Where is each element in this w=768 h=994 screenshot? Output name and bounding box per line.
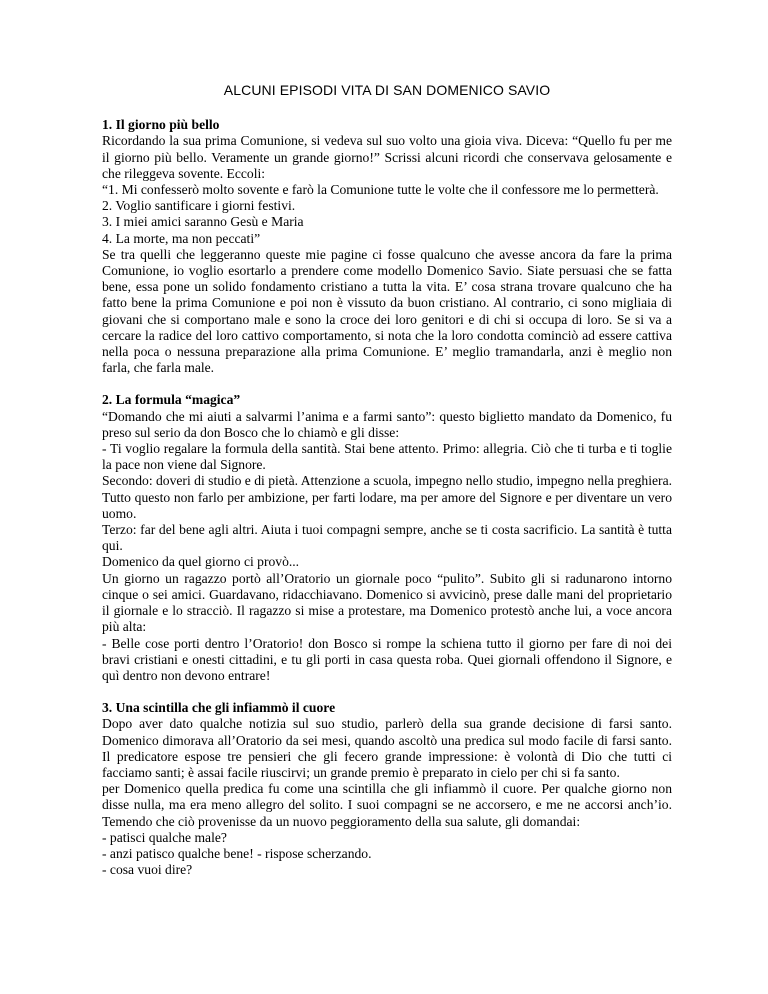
paragraph: Ricordando la sua prima Comunione, si vedeva sul suo volto una gioia viva. Diceva: “Quello fu per me il giorno più bello. Veramente un grande giorno!” Scrissi alcuni ricordi che conservava gelosamente e che rileggeva sovente. Eccoli: — [102, 133, 672, 181]
paragraph: per Domenico quella predica fu come una scintilla che gli infiammò il cuore. Per qualche giorno non disse nulla, ma era meno allegro del solito. I suoi compagni se ne accorsero, e me ne accorsi anch’io. Temendo che ciò provenisse da un nuovo peggioramento della sua salute, gli domandai: — [102, 781, 672, 829]
paragraph: 2. Voglio santificare i giorni festivi. — [102, 198, 296, 214]
paragraph: 4. La morte, ma non peccati” — [102, 230, 261, 246]
section-heading: 1. Il giorno più bello — [102, 117, 220, 133]
paragraph: “Domando che mi aiuti a salvarmi l’anima e a farmi santo”: questo biglietto mandato da Domenico, fu preso sul serio da don Bosco che lo chiamò e gli disse: — [102, 408, 672, 440]
section-1 — [102, 117, 672, 376]
paragraph: Un giorno un ragazzo portò all’Oratorio un giornale poco “pulito”. Subito gli si radunarono intorno cinque o sei amici. Guardavano, ridacchiavano. Domenico si avvicinò, prese dalle mani del proprietario il giornale e lo stracciò. Il ragazzo si mise a protestare, ma Domenico protestò anche lui, a voce ancora più alta: — [102, 570, 672, 635]
section-3 — [102, 700, 672, 878]
paragraph: - Ti voglio regalare la formula della santità. Stai bene attento. Primo: allegria. Ciò che ti turba e ti toglie la pace non viene dal Signore. — [102, 441, 672, 473]
section-heading: 2. La formula “magica” — [102, 392, 241, 408]
paragraph: - anzi patisco qualche bene! - rispose scherzando. — [102, 845, 372, 861]
paragraph: - patisci qualche male? — [102, 829, 227, 845]
paragraph: - cosa vuoi dire? — [102, 862, 193, 878]
section-heading: 3. Una scintilla che gli infiammò il cuore — [102, 700, 336, 716]
paragraph: Terzo: far del bene agli altri. Aiuta i tuoi compagni sempre, anche se ti costa sacrificio. La santità è tutta qui. — [102, 522, 672, 554]
paragraph: “1. Mi confesserò molto sovente e farò la Comunione tutte le volte che il confessore me lo permetterà. — [102, 182, 659, 198]
paragraph: Domenico da quel giorno ci provò... — [102, 554, 300, 570]
paragraph: Se tra quelli che leggeranno queste mie pagine ci fosse qualcuno che avesse ancora da fare la prima Comunione, io voglio esortarlo a prendere come modello Domenico Savio. Siate persuasi che se fatta bene, essa pone un solido fondamento cristiano a tutta la vita. E’ cosa strana trovare qualcuno che ha fatto bene la prima Comunione e poi non è vissuto da buon cristiano. Al contrario, ci sono migliaia di giovani che si comportano male e sono la croce dei loro genitori e di chi si occupa di loro. Se si va a cercare la radice del loro cattivo comportamento, si nota che la loro condotta cominciò ad essere cattiva nella poca o nessuna preparazione alla prima Comunione. E’ meglio tramandarla, anzi è meglio non farla, che farla male. — [102, 246, 672, 376]
document-title: ALCUNI EPISODI VITA DI SAN DOMENICO SAVIO — [223, 82, 551, 98]
paragraph: 3. I miei amici saranno Gesù e Maria — [102, 214, 304, 230]
section-2 — [102, 392, 672, 684]
paragraph: Secondo: doveri di studio e di pietà. Attenzione a scuola, impegno nello studio, impegno nella preghiera. Tutto questo non farlo per ambizione, per farti lodare, ma per amore del Signore e per diventare un vero uomo. — [102, 473, 672, 521]
paragraph: Dopo aver dato qualche notizia sul suo studio, parlerò della sua grande decisione di farsi santo. Domenico dimorava all’Oratorio da sei mesi, quando ascoltò una predica sul modo facile di farsi santo. Il predicatore espose tre pensieri che gli fecero grande impressione: è volontà di Dio che tutti ci facciamo santi; è assai facile riuscirvi; un grande premio è preparato in cielo per chi si fa santo. — [102, 716, 672, 780]
paragraph: - Belle cose porti dentro l’Oratorio! don Bosco si rompe la schiena tutto il giorno per fare di noi dei bravi cristiani e onesti cittadini, e tu gli porti in casa questa roba. Quei giornali offendono il Signore, e quì dentro non devono entrare! — [102, 635, 672, 683]
